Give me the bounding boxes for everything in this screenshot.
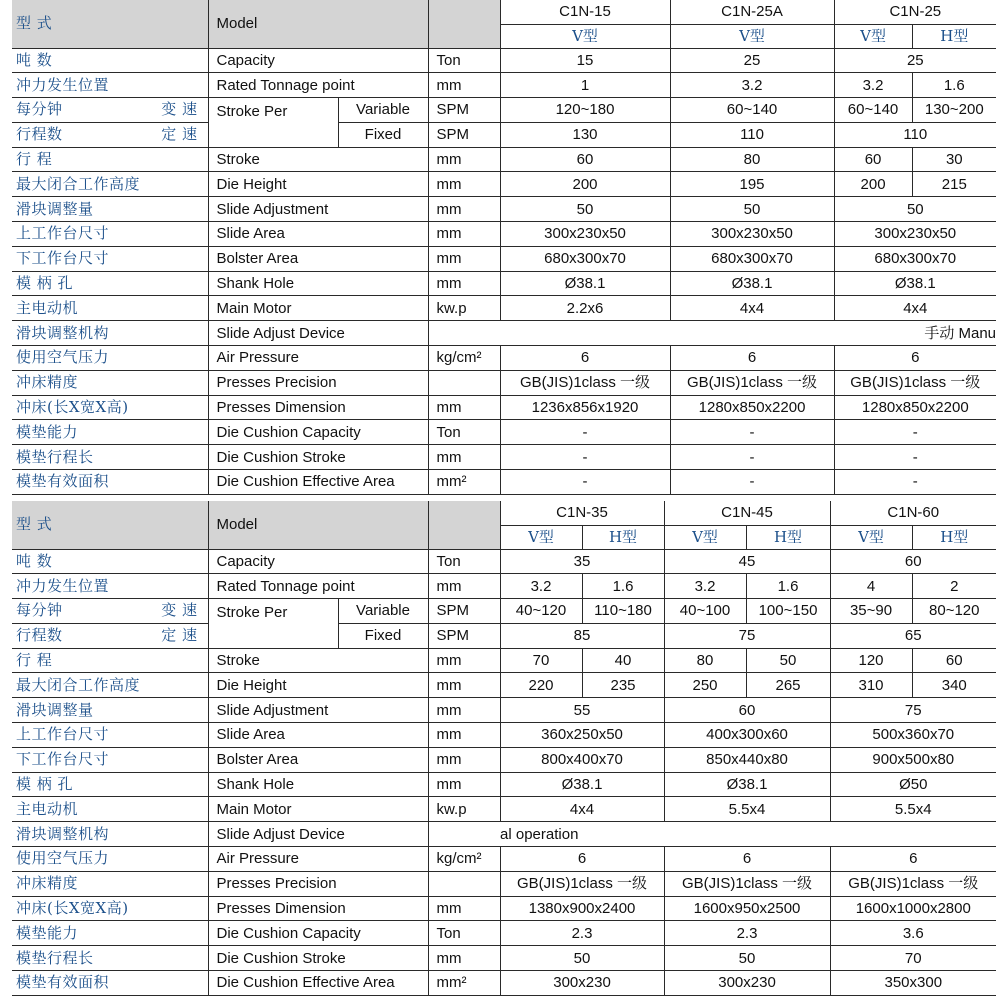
table-cell: Presses Dimension [208, 896, 428, 921]
table-cell: 4x4 [500, 797, 664, 822]
type-header: V型 [834, 24, 912, 48]
table-cell: Presses Dimension [208, 395, 428, 420]
table-cell: mm [428, 147, 500, 172]
table-row [12, 946, 996, 971]
table-cell: mm [428, 946, 500, 971]
spec-table-2 [12, 501, 996, 996]
table-cell: 75 [830, 698, 996, 723]
table-cell: SPM [428, 599, 500, 624]
table-cell: 110~180 [582, 599, 664, 624]
model-label-cn: 型 式 [12, 0, 208, 48]
table-cell: 3.2 [834, 73, 912, 98]
table-cell: - [500, 470, 670, 495]
table-row [12, 48, 996, 73]
table-cell: 主电动机 [12, 797, 208, 822]
table-cell: 冲床(长X宽X高) [12, 395, 208, 420]
table-row [12, 574, 996, 599]
table-cell: 40~100 [664, 599, 746, 624]
model-header: C1N-25A [670, 0, 834, 24]
table-cell: Ø50 [830, 772, 996, 797]
table-cell: SPM [428, 623, 500, 648]
table-cell: Rated Tonnage point [208, 73, 428, 98]
table-cell: Shank Hole [208, 772, 428, 797]
table-cell: mm [428, 648, 500, 673]
table-cell: 55 [500, 698, 664, 723]
table-cell [428, 871, 500, 896]
table-row [12, 271, 996, 296]
table-cell: Bolster Area [208, 246, 428, 271]
table-cell: mm [428, 271, 500, 296]
table-cell: mm [428, 896, 500, 921]
table-cell: 6 [500, 847, 664, 872]
table-cell: 4x4 [834, 296, 996, 321]
type-header: V型 [500, 525, 582, 549]
table-cell: Die Cushion Stroke [208, 946, 428, 971]
table-cell: mm [428, 698, 500, 723]
table-cell: 1600x1000x2800 [830, 896, 996, 921]
table-cell: Ø38.1 [664, 772, 830, 797]
table-cell: 下工作台尺寸 [12, 747, 208, 772]
model-header: C1N-35 [500, 501, 664, 525]
table-row: 行程数 定 速 Fixed SPM 130 110 110 [12, 122, 996, 147]
table-cell: 模垫有效面积 [12, 971, 208, 996]
table-cell: 220 [500, 673, 582, 698]
table-cell: 30 [912, 147, 996, 172]
table-cell: mm² [428, 971, 500, 996]
table-cell: 滑块调整机构 [12, 822, 208, 847]
type-header: V型 [500, 24, 670, 48]
table-cell: 75 [664, 623, 830, 648]
table-cell: 下工作台尺寸 [12, 246, 208, 271]
table-row: 行程数 定 速 Fixed SPM 85 75 65 [12, 623, 996, 648]
table-cell: Die Height [208, 172, 428, 197]
table-cell: Slide Adjustment [208, 197, 428, 222]
table-row [12, 222, 996, 247]
table-cell: 5.5x4 [664, 797, 830, 822]
spec-table-1 [12, 0, 996, 495]
table-cell: 680x300x70 [500, 246, 670, 271]
table-cell: 1 [500, 73, 670, 98]
table-cell: 2.2x6 [500, 296, 670, 321]
table-cell: 冲床(长X宽X高) [12, 896, 208, 921]
table-cell: 模垫行程长 [12, 946, 208, 971]
table-cell: 主电动机 [12, 296, 208, 321]
table-row [12, 395, 996, 420]
table-cell: GB(JIS)1class 一级 [670, 370, 834, 395]
table-cell: 上工作台尺寸 [12, 222, 208, 247]
table-cell: Die Cushion Effective Area [208, 470, 428, 495]
table-cell: - [670, 445, 834, 470]
table-cell: kw.p [428, 296, 500, 321]
table-cell: GB(JIS)1class 一级 [664, 871, 830, 896]
table-cell: 60 [834, 147, 912, 172]
table-cell: Ton [428, 549, 500, 574]
table-cell: mm [428, 246, 500, 271]
table-cell [428, 822, 500, 847]
table-cell: mm [428, 772, 500, 797]
table-row [12, 147, 996, 172]
table-cell: 吨 数 [12, 48, 208, 73]
table-cell: Ton [428, 48, 500, 73]
table-cell: 模垫能力 [12, 921, 208, 946]
table-cell: GB(JIS)1class 一级 [500, 370, 670, 395]
table-cell: 模 柄 孔 [12, 772, 208, 797]
table-row [12, 370, 996, 395]
table-cell: 60 [664, 698, 830, 723]
table-cell: - [500, 420, 670, 445]
table-cell: 模垫有效面积 [12, 470, 208, 495]
table-cell: 200 [834, 172, 912, 197]
table-cell: Slide Adjustment [208, 698, 428, 723]
model-header: C1N-60 [830, 501, 996, 525]
table-cell: 250 [664, 673, 746, 698]
table-cell: SPM [428, 98, 500, 123]
table-cell: Ton [428, 921, 500, 946]
table-row [12, 420, 996, 445]
table-cell: GB(JIS)1class 一级 [834, 370, 996, 395]
table-cell: Presses Precision [208, 871, 428, 896]
table-cell: 110 [670, 122, 834, 147]
table-cell: 6 [664, 847, 830, 872]
table-cell: 滑块调整量 [12, 197, 208, 222]
table-cell: mm [428, 747, 500, 772]
table-cell: Ø38.1 [500, 772, 664, 797]
table-cell: 50 [834, 197, 996, 222]
table-cell: 1.6 [746, 574, 830, 599]
table-cell: mm [428, 222, 500, 247]
table-cell: 2.3 [500, 921, 664, 946]
table-row [12, 847, 996, 872]
table-cell: 800x400x70 [500, 747, 664, 772]
table-cell: 900x500x80 [830, 747, 996, 772]
table-cell: Bolster Area [208, 747, 428, 772]
type-header: H型 [746, 525, 830, 549]
table-cell: 25 [670, 48, 834, 73]
table-cell: 45 [664, 549, 830, 574]
table-cell: 60 [500, 147, 670, 172]
table-cell: 1280x850x2200 [670, 395, 834, 420]
table-cell: 60~140 [670, 98, 834, 123]
table-cell: Presses Precision [208, 370, 428, 395]
table-row [12, 549, 996, 574]
table-cell: 340 [912, 673, 996, 698]
table-cell: 最大闭合工作高度 [12, 172, 208, 197]
table-cell: Die Cushion Capacity [208, 921, 428, 946]
table-cell: 50 [746, 648, 830, 673]
table-cell: 行 程 [12, 648, 208, 673]
table-row [12, 747, 996, 772]
table-cell: 吨 数 [12, 549, 208, 574]
table-cell: 模垫行程长 [12, 445, 208, 470]
table-cell: 手动 Manu [500, 321, 996, 346]
table-cell: Ø38.1 [670, 271, 834, 296]
table-cell: 85 [500, 623, 664, 648]
table-cell: Stroke Per [208, 599, 338, 649]
table-cell: Capacity [208, 549, 428, 574]
table-cell: 200 [500, 172, 670, 197]
type-header: V型 [670, 24, 834, 48]
table-cell: Die Height [208, 673, 428, 698]
table-cell: 25 [834, 48, 996, 73]
table-row [12, 822, 996, 847]
table-cell: 215 [912, 172, 996, 197]
table-row [12, 871, 996, 896]
table-cell: 上工作台尺寸 [12, 723, 208, 748]
table-cell: Die Cushion Stroke [208, 445, 428, 470]
table-cell: 6 [830, 847, 996, 872]
table-cell: 100~150 [746, 599, 830, 624]
table-cell: 80~120 [912, 599, 996, 624]
table-cell: 80 [670, 147, 834, 172]
table-cell: 5.5x4 [830, 797, 996, 822]
table-cell: 850x440x80 [664, 747, 830, 772]
table-cell: 6 [500, 346, 670, 371]
table-cell: 1380x900x2400 [500, 896, 664, 921]
model-header: C1N-25 [834, 0, 996, 24]
table-cell: 1236x856x1920 [500, 395, 670, 420]
table-cell: mm [428, 673, 500, 698]
table-cell: mm [428, 574, 500, 599]
table-row [12, 772, 996, 797]
table-cell: kw.p [428, 797, 500, 822]
table-cell: Shank Hole [208, 271, 428, 296]
table-cell: Slide Area [208, 222, 428, 247]
table-row [12, 296, 996, 321]
table-cell: 15 [500, 48, 670, 73]
table-cell: 265 [746, 673, 830, 698]
table-cell: mm [428, 172, 500, 197]
table-cell: Die Cushion Capacity [208, 420, 428, 445]
table-cell: Main Motor [208, 797, 428, 822]
table-cell: 120 [830, 648, 912, 673]
table-cell: kg/cm² [428, 346, 500, 371]
table-row [12, 197, 996, 222]
model-label-en: Model [208, 0, 428, 48]
table-cell: 1.6 [912, 73, 996, 98]
table-cell: 120~180 [500, 98, 670, 123]
table-cell: 70 [500, 648, 582, 673]
table-cell: mm² [428, 470, 500, 495]
table-cell: 680x300x70 [670, 246, 834, 271]
table-cell: 行 程 [12, 147, 208, 172]
table-cell: 50 [500, 197, 670, 222]
table-row [12, 797, 996, 822]
table-cell: SPM [428, 122, 500, 147]
table-cell: 冲床精度 [12, 370, 208, 395]
table-cell: Fixed [338, 623, 428, 648]
table-cell: - [834, 445, 996, 470]
table-cell: 500x360x70 [830, 723, 996, 748]
table-cell: Stroke [208, 147, 428, 172]
table-cell: - [500, 445, 670, 470]
table-row [12, 321, 996, 346]
table-cell [428, 321, 500, 346]
table-cell: 6 [670, 346, 834, 371]
table-row [12, 445, 996, 470]
table-cell: 60 [912, 648, 996, 673]
table-cell: 3.6 [830, 921, 996, 946]
table-cell: Variable [338, 599, 428, 624]
table-row [12, 648, 996, 673]
table-cell: 130 [500, 122, 670, 147]
table-row [12, 246, 996, 271]
table-cell: 80 [664, 648, 746, 673]
table-cell: Stroke Per [208, 98, 338, 148]
table-row [12, 73, 996, 98]
table-cell: Slide Adjust Device [208, 321, 428, 346]
table-cell: 冲力发生位置 [12, 574, 208, 599]
table-row [12, 921, 996, 946]
type-header: H型 [912, 24, 996, 48]
table-row [12, 698, 996, 723]
table-cell: 3.2 [670, 73, 834, 98]
table-cell: 1.6 [582, 574, 664, 599]
table-cell: Stroke [208, 648, 428, 673]
type-header: V型 [664, 525, 746, 549]
table-cell: 50 [670, 197, 834, 222]
table-cell: 300x230x50 [500, 222, 670, 247]
type-header: H型 [582, 525, 664, 549]
table-cell: 冲力发生位置 [12, 73, 208, 98]
table-row: 每分钟 变 速 Stroke Per Variable SPM 120~180 60~140 60~140 130~200 [12, 98, 996, 123]
table-cell: - [834, 470, 996, 495]
table-cell: 3.2 [500, 574, 582, 599]
table-cell: mm [428, 73, 500, 98]
table-cell: mm [428, 723, 500, 748]
table-cell: mm [428, 445, 500, 470]
table-cell: Ton [428, 420, 500, 445]
table-cell: 350x300 [830, 971, 996, 996]
table-cell: 60 [830, 549, 996, 574]
table-cell: 1280x850x2200 [834, 395, 996, 420]
table-cell: 40~120 [500, 599, 582, 624]
table-cell: 50 [664, 946, 830, 971]
table-cell: 300x230x50 [834, 222, 996, 247]
table-cell: 最大闭合工作高度 [12, 673, 208, 698]
table-cell: 40 [582, 648, 664, 673]
table-cell: Main Motor [208, 296, 428, 321]
table-cell: 2.3 [664, 921, 830, 946]
table-cell: 680x300x70 [834, 246, 996, 271]
table-cell: - [670, 470, 834, 495]
table-cell: 400x300x60 [664, 723, 830, 748]
table-cell: Air Pressure [208, 346, 428, 371]
table-cell: 300x230 [664, 971, 830, 996]
table-cell: Fixed [338, 122, 428, 147]
table-cell: Variable [338, 98, 428, 123]
model-label-cn: 型 式 [12, 501, 208, 549]
table-cell [428, 370, 500, 395]
table-cell: 6 [834, 346, 996, 371]
table-row [12, 723, 996, 748]
table-cell: 300x230x50 [670, 222, 834, 247]
table-cell: 310 [830, 673, 912, 698]
table-cell: kg/cm² [428, 847, 500, 872]
table-cell: 195 [670, 172, 834, 197]
table-cell: al operation [500, 822, 996, 847]
table-cell: 65 [830, 623, 996, 648]
table-row [12, 346, 996, 371]
table-cell: - [834, 420, 996, 445]
table-cell: 60~140 [834, 98, 912, 123]
table-row [12, 971, 996, 996]
table-cell: 130~200 [912, 98, 996, 123]
table-cell: Ø38.1 [834, 271, 996, 296]
table-cell: 滑块调整机构 [12, 321, 208, 346]
table-cell: 模 柄 孔 [12, 271, 208, 296]
table-row [12, 673, 996, 698]
table-cell: 模垫能力 [12, 420, 208, 445]
type-header: H型 [912, 525, 996, 549]
table-row [12, 172, 996, 197]
table-cell: Die Cushion Effective Area [208, 971, 428, 996]
table-cell: 4x4 [670, 296, 834, 321]
table-cell: 使用空气压力 [12, 847, 208, 872]
model-header: C1N-15 [500, 0, 670, 24]
type-header: V型 [830, 525, 912, 549]
table-cell: 110 [834, 122, 996, 147]
table-cell: Slide Adjust Device [208, 822, 428, 847]
table-cell: GB(JIS)1class 一级 [830, 871, 996, 896]
table-cell: mm [428, 395, 500, 420]
table-cell: Ø38.1 [500, 271, 670, 296]
table-cell: 2 [912, 574, 996, 599]
table-cell: 3.2 [664, 574, 746, 599]
table-cell: 300x230 [500, 971, 664, 996]
model-label-en: Model [208, 501, 428, 549]
model-header: C1N-45 [664, 501, 830, 525]
table-row [12, 896, 996, 921]
table-cell: 50 [500, 946, 664, 971]
table-cell: 冲床精度 [12, 871, 208, 896]
table-cell: mm [428, 197, 500, 222]
table-cell: 235 [582, 673, 664, 698]
table-cell: 70 [830, 946, 996, 971]
table-cell: GB(JIS)1class 一级 [500, 871, 664, 896]
table-cell: Slide Area [208, 723, 428, 748]
table-row: 每分钟 变 速 Stroke Per Variable SPM 40~120 110~180 40~100 100~150 35~90 80~120 [12, 599, 996, 624]
table-cell: Air Pressure [208, 847, 428, 872]
table-cell: 滑块调整量 [12, 698, 208, 723]
table-cell: 35~90 [830, 599, 912, 624]
table-cell: Capacity [208, 48, 428, 73]
table-cell: 4 [830, 574, 912, 599]
table-cell: 360x250x50 [500, 723, 664, 748]
table-row [12, 470, 996, 495]
table-cell: 1600x950x2500 [664, 896, 830, 921]
table-cell: - [670, 420, 834, 445]
table-cell: 35 [500, 549, 664, 574]
table-cell: Rated Tonnage point [208, 574, 428, 599]
table-cell: 使用空气压力 [12, 346, 208, 371]
